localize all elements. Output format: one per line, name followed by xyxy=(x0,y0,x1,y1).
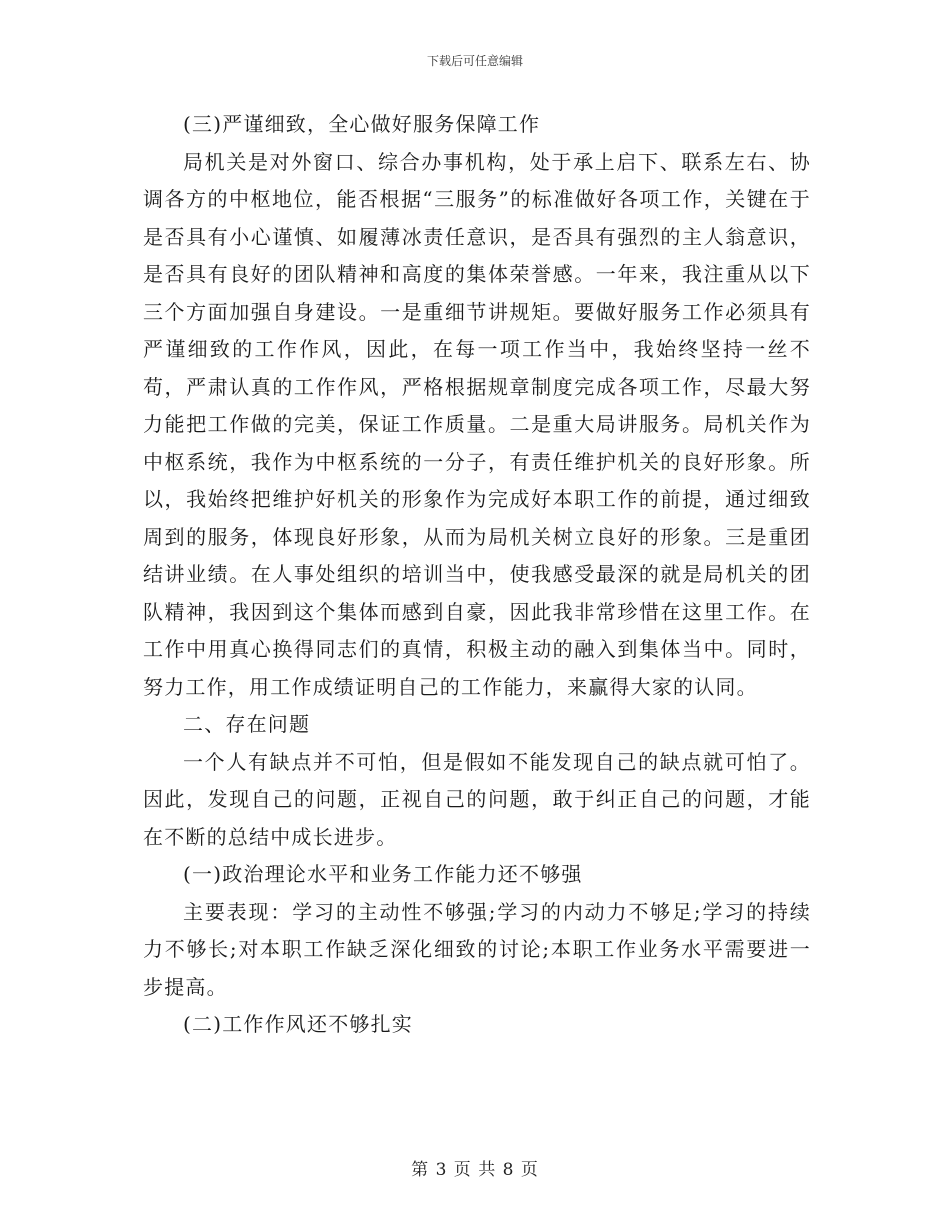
document-body xyxy=(143,106,811,1044)
paragraph-main-manifestations: 主要表现：学习的主动性不够强;学习的内动力不够足;学习的持续力不够长;对本职工作缺乏深化细致的讨论;本职工作业务水平需要进一步提高。 xyxy=(143,899,811,999)
subheading-work-style: (二)工作作风还不够扎实 xyxy=(183,1012,414,1036)
page-footer: 第 3 页 共 8 页 xyxy=(411,1160,539,1180)
section-heading-service: (三)严谨细致，全心做好服务保障工作 xyxy=(183,112,541,136)
subheading-theory-ability: (一)政治理论水平和业务工作能力还不够强 xyxy=(183,862,583,886)
page-header: 下载后可任意编辑 xyxy=(426,54,523,68)
paragraph-problems-intro: 一个人有缺点并不可怕，但是假如不能发现自己的缺点就可怕了。因此，发现自己的问题，正视自己的问题，敢于纠正自己的问题，才能在不断的总结中成长进步。 xyxy=(143,749,811,849)
section-heading-problems: 二、存在问题 xyxy=(183,712,311,736)
paragraph-service-detail: 局机关是对外窗口、综合办事机构，处于承上启下、联系左右、协调各方的中枢地位，能否根据“三服务”的标准做好各项工作，关键在于是否具有小心谨慎、如履薄冰责任意识，是否具有强烈的主人翁意识，是否具有良好的团队精神和高度的集体荣誉感。一年来，我注重从以下三个方面加强自身建设。一是重细节讲规矩。要做好服务工作必须具有严谨细致的工作作风，因此，在每一项工作当中，我始终坚持一丝不苟，严肃认真的工作作风，严格根据规章制度完成各项工作，尽最大努力能把工作做的完美，保证工作质量。二是重大局讲服务。局机关作为中枢系统，我作为中枢系统的一分子，有责任维护机关的良好形象。所以，我始终把维护好机关的形象作为完成好本职工作的前提，通过细致周到的服务，体现良好形象，从而为局机关树立良好的形象。三是重团结讲业绩。在人事处组织的培训当中，使我感受最深的就是局机关的团队精神，我因到这个集体而感到自豪，因此我非常珍惜在这里工作。在工作中用真心换得同志们的真情，积极主动的融入到集体当中。同时，努力工作，用工作成绩证明自己的工作能力，来赢得大家的认同。 xyxy=(143,149,811,699)
